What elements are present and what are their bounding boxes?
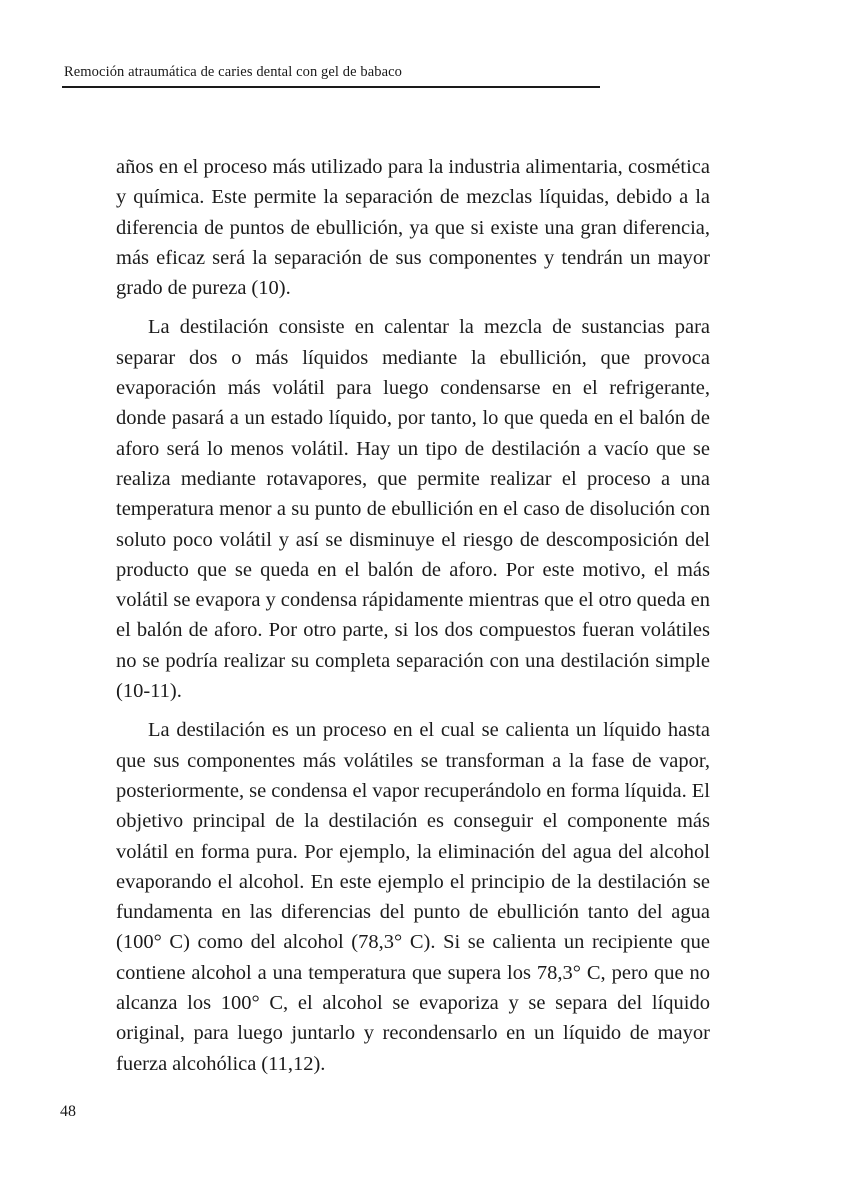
running-header-title: Remoción atraumática de caries dental con gel de babaco bbox=[64, 64, 403, 80]
running-header bbox=[62, 60, 600, 88]
page-number: 48 bbox=[60, 1103, 76, 1120]
paragraph: años en el proceso más utilizado para la industria alimentaria, cosmética y química. Este permite la separación de mezclas líquidas, debido a la diferencia de puntos de ebullición, ya que si existe una gran diferencia, más eficaz será la separación de sus componentes y tendrán un mayor grado de pureza (10). bbox=[116, 156, 710, 300]
paragraph: La destilación es un proceso en el cual se calienta un líquido hasta que sus componentes más volátiles se transforman a la fase de vapor, posteriormente, se condensa el vapor recuperándolo en forma líquida. El objetivo principal de la destilación es conseguir el componente más volátil en forma pura. Por ejemplo, la eliminación del agua del alcohol evaporando el alcohol. En este ejemplo el principio de la destilación se fundamenta en las diferencias del punto de ebullición tanto del agua (100° C) como del alcohol (78,3° C). Si se calienta un recipiente que contiene alcohol a una temperatura que supera los 78,3° C, pero que no alcanza los 100° C, el alcohol se evaporiza y se separa del líquido original, para luego juntarlo y recondensarlo en un líquido de mayor fuerza alcohólica (11,12). bbox=[116, 719, 710, 1075]
paragraph: La destilación consiste en calentar la mezcla de sustancias para separar dos o más líquidos mediante la ebullición, que provoca evaporación más volátil para luego condensarse en el refrigerante, donde pasará a un estado líquido, por tanto, lo que queda en el balón de aforo será lo menos volátil. Hay un tipo de destilación a vacío que se realiza mediante rotavapores, que permite realizar el proceso a una temperatura menor a su punto de ebullición en el caso de disolución con soluto poco volátil y así se disminuye el riesgo de descomposición del producto que se queda en el balón de aforo. Por este motivo, el más volátil se evapora y condensa rápidamente mientras que el otro queda en el balón de aforo. Por otro parte, si los dos compuestos fueran volátiles no se podría realizar su completa separación con una destilación simple (10-11). bbox=[116, 316, 710, 703]
body-text bbox=[116, 152, 710, 1079]
